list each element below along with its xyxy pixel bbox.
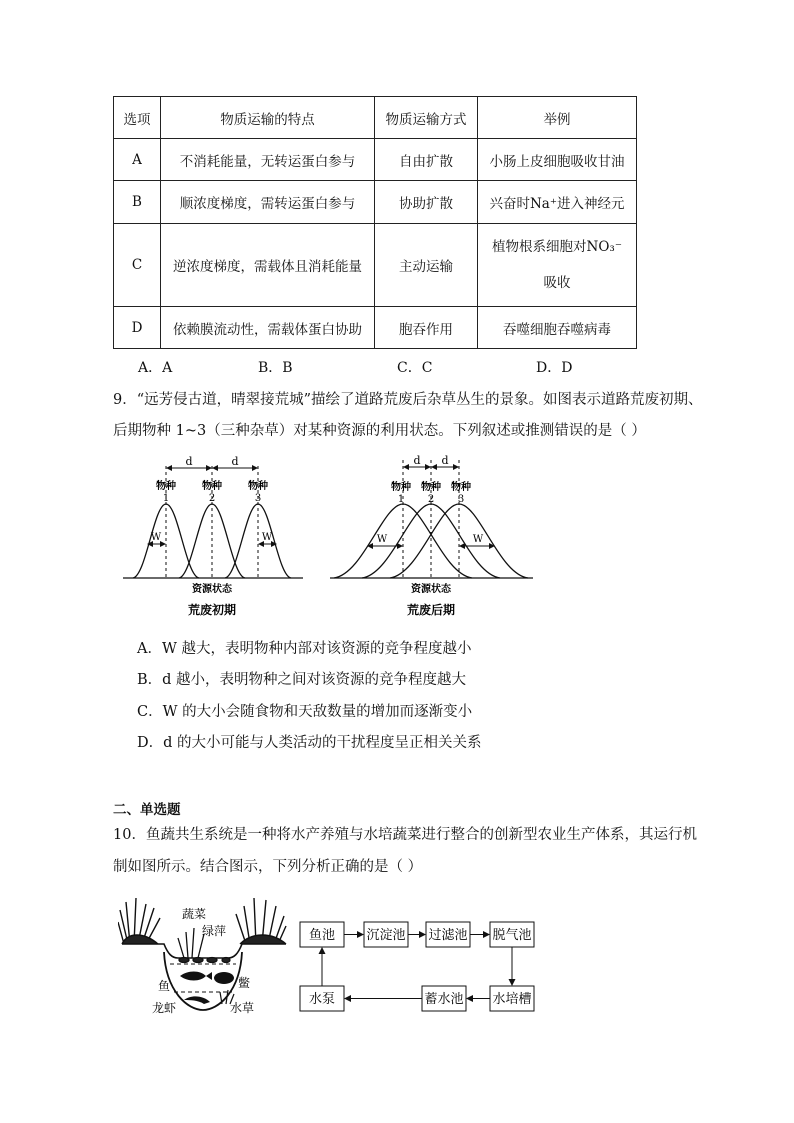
turtle-shape — [214, 972, 234, 984]
w-label: W — [150, 532, 162, 543]
species-word: 物种 — [421, 482, 441, 493]
label-hydroponic-tank: 水培槽 — [492, 992, 532, 1007]
species-number: 1 — [397, 494, 405, 505]
q10-stem-line2: 制如图所示。结合图示，下列分析正确的是（ ） — [113, 859, 423, 875]
label-vegetable: 蔬菜 — [182, 907, 207, 921]
label-fish: 鱼 — [158, 979, 171, 993]
d-label: d — [441, 454, 449, 467]
fish-shape — [180, 972, 212, 981]
label-storage-pond: 蓄水池 — [424, 992, 464, 1007]
vegetable-plant-right — [236, 898, 286, 944]
q9-option-a[interactable]: A．W 越大，表明物种内部对该资源的竞争程度越小 — [137, 641, 472, 657]
row-feature: 逆浓度梯度，需载体且消耗能量 — [161, 224, 375, 307]
aquaponics-illustration — [118, 892, 288, 1017]
q8-choice-d[interactable]: D．D — [536, 360, 573, 376]
q8-choice-a[interactable]: A．A — [138, 360, 173, 376]
row-mode: 协助扩散 — [375, 181, 478, 224]
x-axis-label: 资源状态 — [411, 584, 451, 595]
q9-option-c[interactable]: C．W 的大小会随食物和天敌数量的增加而逐渐变小 — [137, 704, 473, 720]
table-row — [114, 224, 637, 307]
header-mode: 物质运输方式 — [375, 97, 478, 139]
row-example: 兴奋时Na⁺进入神经元 — [478, 181, 637, 224]
row-feature: 不消耗能量，无转运蛋白参与 — [161, 139, 375, 181]
species-number: 3 — [254, 493, 262, 504]
label-turtle: 鳖 — [238, 976, 251, 990]
caption-early: 荒废初期 — [187, 603, 237, 617]
pond-bank — [122, 944, 286, 958]
species-word: 物种 — [391, 482, 411, 493]
nitrate-ion: NO₃⁻ — [586, 239, 622, 255]
row-example: 吞噬细胞吞噬病毒 — [478, 307, 637, 349]
q10-stem-line1: 10．鱼蔬共生系统是一种将水产养殖与水培蔬菜进行整合的创新型农业生产体系，其运行机 — [113, 827, 697, 843]
row-feature: 依赖膜流动性，需载体蛋白协助 — [161, 307, 375, 349]
d-label: d — [231, 455, 239, 468]
late-stage-panel — [330, 454, 533, 617]
q8-choice-b[interactable]: B．B — [258, 360, 293, 376]
header-feature: 物质运输的特点 — [161, 97, 375, 139]
label-waterweed: 水草 — [230, 1001, 255, 1015]
label-fish-pond: 鱼池 — [308, 928, 336, 943]
header-option: 选项 — [114, 97, 161, 139]
early-stage-panel — [123, 455, 303, 617]
row-option: C — [114, 224, 161, 307]
row-feature: 顺浓度梯度，需转运蛋白参与 — [161, 181, 375, 224]
label-duckweed: 绿萍 — [202, 924, 227, 938]
q8-table — [113, 96, 637, 349]
q9-stem-line2: 后期物种 1~3（三种杂草）对某种资源的利用状态。下列叙述或推测错误的是（ ） — [113, 423, 646, 439]
label-settling-pond: 沉淀池 — [366, 928, 406, 943]
row-example: 小肠上皮细胞吸收甘油 — [478, 139, 637, 181]
w-label: W — [261, 532, 273, 543]
table-header-row — [114, 97, 637, 139]
vegetable-plant-left — [118, 898, 160, 944]
example-line2: 吸收 — [543, 275, 571, 291]
q9-option-b[interactable]: B．d 越小，表明物种之间对该资源的竞争程度越大 — [137, 672, 467, 688]
label-degassing-pond: 脱气池 — [492, 928, 532, 943]
d-label: d — [185, 455, 193, 468]
example-line1: 植物根系细胞对 — [492, 239, 587, 255]
w-label: W — [376, 534, 388, 545]
table-row — [114, 307, 637, 349]
aquaponics-flow-diagram — [296, 916, 540, 1016]
q8-choice-c[interactable]: C．C — [397, 360, 433, 376]
section-title: 二、单选题 — [113, 802, 181, 818]
q9-option-d[interactable]: D．d 的大小可能与人类活动的干扰程度呈正相关关系 — [137, 735, 482, 751]
d-label: d — [413, 454, 421, 467]
species-word: 物种 — [248, 481, 268, 492]
table-row — [114, 139, 637, 181]
row-option: D — [114, 307, 161, 349]
label-filter-pond: 过滤池 — [428, 928, 468, 943]
species-number: 1 — [162, 493, 170, 504]
species-word: 物种 — [451, 482, 471, 493]
species-word: 物种 — [156, 481, 176, 492]
header-example: 举例 — [478, 97, 637, 139]
w-label: W — [472, 534, 484, 545]
crayfish-shape — [184, 996, 210, 1004]
row-mode: 主动运输 — [375, 224, 478, 307]
x-axis-label: 资源状态 — [192, 584, 232, 595]
q9-stem-line1: 9．“远芳侵古道，晴翠接荒城”描绘了道路荒废后杂草丛生的景象。如图表示道路荒废初期、 — [113, 392, 703, 408]
species-number: 3 — [457, 494, 465, 505]
species-number: 2 — [427, 494, 435, 505]
caption-late: 荒废后期 — [406, 603, 456, 617]
row-option: A — [114, 139, 161, 181]
table-row — [114, 181, 637, 224]
species-number: 2 — [208, 493, 216, 504]
species-word: 物种 — [202, 481, 222, 492]
row-mode: 自由扩散 — [375, 139, 478, 181]
row-example — [478, 224, 637, 307]
row-option: B — [114, 181, 161, 224]
label-water-pump: 水泵 — [308, 992, 336, 1007]
q9-resource-figure — [118, 452, 538, 624]
row-mode: 胞吞作用 — [375, 307, 478, 349]
label-crayfish: 龙虾 — [152, 1001, 177, 1015]
